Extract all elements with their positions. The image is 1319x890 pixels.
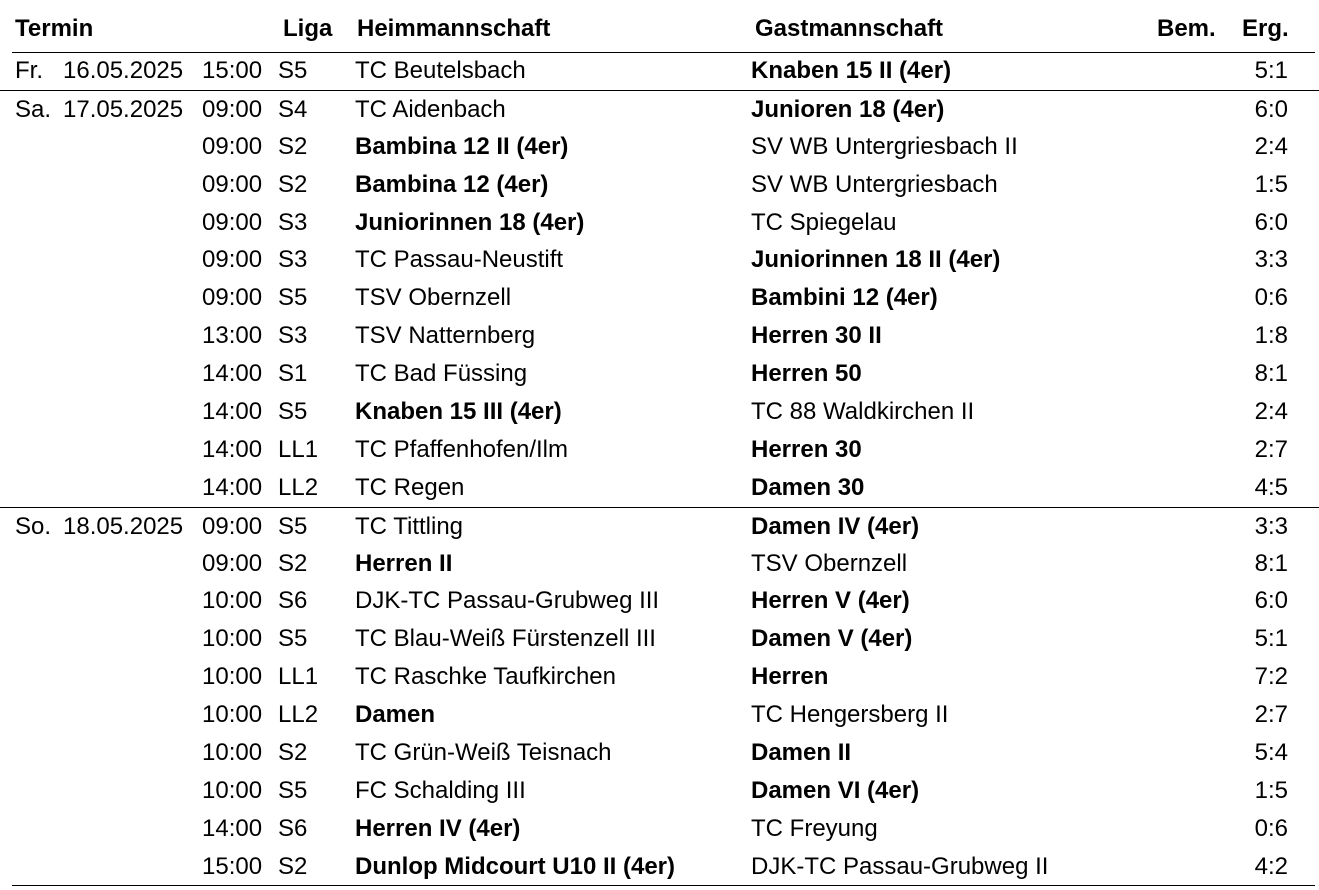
liga-cell: S5 bbox=[278, 776, 308, 804]
time-cell: 13:00 bbox=[202, 322, 263, 350]
result-cell: 5:1 bbox=[1254, 625, 1288, 653]
table-row bbox=[0, 317, 1319, 355]
home-team-cell: TC Bad Füssing bbox=[355, 360, 528, 388]
result-cell: 6:0 bbox=[1254, 587, 1288, 615]
time-cell: 09:00 bbox=[202, 246, 263, 274]
table-row bbox=[0, 658, 1319, 696]
home-team-cell: TC Aidenbach bbox=[355, 95, 506, 123]
result-cell: 6:0 bbox=[1254, 95, 1288, 123]
home-team-cell: Bambina 12 (4er) bbox=[355, 170, 549, 198]
time-cell: 10:00 bbox=[202, 701, 263, 729]
time-cell: 10:00 bbox=[202, 776, 263, 804]
table-row bbox=[0, 507, 1319, 545]
time-cell: 10:00 bbox=[202, 625, 263, 653]
result-cell: 3:3 bbox=[1254, 246, 1288, 274]
result-cell: 1:8 bbox=[1254, 322, 1288, 350]
home-team-cell: TC Pfaffenhofen/Ilm bbox=[355, 435, 568, 463]
liga-cell: S5 bbox=[278, 512, 308, 540]
time-cell: 14:00 bbox=[202, 473, 263, 501]
home-team-cell: TSV Obernzell bbox=[355, 284, 512, 312]
result-cell: 8:1 bbox=[1254, 360, 1288, 388]
guest-team-cell: Bambini 12 (4er) bbox=[751, 284, 938, 312]
date-cell: 16.05.2025 bbox=[63, 57, 184, 84]
result-cell: 1:5 bbox=[1254, 776, 1288, 804]
time-cell: 09:00 bbox=[202, 170, 263, 198]
time-cell: 14:00 bbox=[202, 398, 263, 426]
result-cell: 2:7 bbox=[1254, 701, 1288, 729]
table-header bbox=[0, 0, 1319, 52]
guest-team-cell: Knaben 15 II (4er) bbox=[751, 57, 952, 84]
liga-cell: S3 bbox=[278, 246, 308, 274]
guest-team-cell: SV WB Untergriesbach II bbox=[751, 132, 1018, 160]
time-cell: 10:00 bbox=[202, 663, 263, 691]
liga-cell: S2 bbox=[278, 132, 308, 160]
header-gastmannschaft: Gastmannschaft bbox=[755, 15, 944, 42]
home-team-cell: TC Beutelsbach bbox=[355, 57, 526, 84]
table-row bbox=[0, 772, 1319, 810]
home-team-cell: TC Blau-Weiß Fürstenzell III bbox=[355, 625, 656, 653]
header-ergebnis: Erg. bbox=[1242, 15, 1289, 42]
guest-team-cell: Juniorinnen 18 II (4er) bbox=[751, 246, 1001, 274]
liga-cell: S2 bbox=[278, 170, 308, 198]
date-weekday: So. bbox=[15, 512, 52, 540]
guest-team-cell: Herren bbox=[751, 663, 829, 691]
result-cell: 2:4 bbox=[1254, 132, 1288, 160]
guest-team-cell: Herren 30 II bbox=[751, 322, 882, 350]
guest-team-cell: Herren 30 bbox=[751, 435, 862, 463]
home-team-cell: Bambina 12 II (4er) bbox=[355, 132, 569, 160]
guest-team-cell: Damen IV (4er) bbox=[751, 512, 920, 540]
result-cell: 1:5 bbox=[1254, 170, 1288, 198]
home-team-cell: TC Tittling bbox=[355, 512, 464, 540]
home-team-cell: Dunlop Midcourt U10 II (4er) bbox=[355, 852, 676, 880]
time-cell: 14:00 bbox=[202, 435, 263, 463]
table-row bbox=[0, 620, 1319, 658]
table-row bbox=[0, 393, 1319, 431]
result-cell: 5:4 bbox=[1254, 739, 1288, 767]
result-cell: 0:6 bbox=[1254, 814, 1288, 842]
liga-cell: LL1 bbox=[278, 435, 319, 463]
liga-cell: S2 bbox=[278, 852, 308, 880]
date-weekday: Sa. bbox=[15, 95, 52, 123]
table-row bbox=[0, 810, 1319, 848]
time-cell: 10:00 bbox=[202, 739, 263, 767]
table-row bbox=[0, 734, 1319, 772]
home-team-cell: FC Schalding III bbox=[355, 776, 526, 804]
result-cell: 3:3 bbox=[1254, 512, 1288, 540]
table-row bbox=[0, 241, 1319, 279]
liga-cell: S5 bbox=[278, 625, 308, 653]
home-team-cell: TC Regen bbox=[355, 473, 465, 501]
liga-cell: S2 bbox=[278, 739, 308, 767]
time-cell: 09:00 bbox=[202, 132, 263, 160]
home-team-cell: DJK-TC Passau-Grubweg III bbox=[355, 587, 660, 615]
home-team-cell: Damen bbox=[355, 701, 436, 729]
header-bemerkung: Bem. bbox=[1157, 15, 1216, 42]
table-row bbox=[0, 355, 1319, 393]
home-team-cell: TSV Natternberg bbox=[355, 322, 536, 350]
table-row bbox=[0, 582, 1319, 620]
time-cell: 14:00 bbox=[202, 360, 263, 388]
liga-cell: LL2 bbox=[278, 473, 319, 501]
guest-team-cell: Herren V (4er) bbox=[751, 587, 910, 615]
guest-team-cell: TC Spiegelau bbox=[751, 208, 897, 236]
result-cell: 7:2 bbox=[1254, 663, 1288, 691]
result-cell: 2:7 bbox=[1254, 435, 1288, 463]
table-row bbox=[0, 166, 1319, 204]
guest-team-cell: Damen VI (4er) bbox=[751, 776, 920, 804]
guest-team-cell: TC Hengersberg II bbox=[751, 701, 949, 729]
table-row bbox=[0, 52, 1319, 90]
home-team-cell: TC Grün-Weiß Teisnach bbox=[355, 739, 612, 767]
result-cell: 4:2 bbox=[1254, 852, 1288, 880]
time-cell: 09:00 bbox=[202, 549, 263, 577]
home-team-cell: Herren II bbox=[355, 549, 453, 577]
time-cell: 09:00 bbox=[202, 512, 263, 540]
result-cell: 2:4 bbox=[1254, 398, 1288, 426]
header-liga: Liga bbox=[283, 15, 333, 42]
time-cell: 09:00 bbox=[202, 208, 263, 236]
guest-team-cell: Damen V (4er) bbox=[751, 625, 913, 653]
home-team-cell: TC Raschke Taufkirchen bbox=[355, 663, 616, 691]
time-cell: 09:00 bbox=[202, 284, 263, 312]
time-cell: 10:00 bbox=[202, 587, 263, 615]
time-cell: 09:00 bbox=[202, 95, 263, 123]
guest-team-cell: Damen II bbox=[751, 739, 852, 767]
table-row bbox=[0, 431, 1319, 469]
home-team-cell: Herren IV (4er) bbox=[355, 814, 521, 842]
time-cell: 15:00 bbox=[202, 852, 263, 880]
date-cell: 18.05.2025 bbox=[63, 512, 184, 540]
liga-cell: S3 bbox=[278, 322, 308, 350]
table-row bbox=[0, 469, 1319, 507]
result-cell: 5:1 bbox=[1254, 57, 1288, 84]
home-team-cell: Juniorinnen 18 (4er) bbox=[355, 208, 585, 236]
guest-team-cell: TC 88 Waldkirchen II bbox=[751, 398, 975, 426]
date-cell: 17.05.2025 bbox=[63, 95, 184, 123]
time-cell: 14:00 bbox=[202, 814, 263, 842]
liga-cell: S6 bbox=[278, 814, 308, 842]
result-cell: 6:0 bbox=[1254, 208, 1288, 236]
table-row bbox=[0, 279, 1319, 317]
guest-team-cell: TSV Obernzell bbox=[751, 549, 908, 577]
table-row bbox=[0, 545, 1319, 583]
liga-cell: S1 bbox=[278, 360, 308, 388]
liga-cell: S5 bbox=[278, 284, 308, 312]
table-row bbox=[0, 90, 1319, 128]
guest-team-cell: Herren 50 bbox=[751, 360, 862, 388]
liga-cell: S3 bbox=[278, 208, 308, 236]
result-cell: 8:1 bbox=[1254, 549, 1288, 577]
header-heimmannschaft: Heimmannschaft bbox=[357, 15, 551, 42]
guest-team-cell: TC Freyung bbox=[751, 814, 878, 842]
liga-cell: S4 bbox=[278, 95, 308, 123]
liga-cell: LL2 bbox=[278, 701, 319, 729]
liga-cell: LL1 bbox=[278, 663, 319, 691]
liga-cell: S5 bbox=[278, 57, 308, 84]
liga-cell: S6 bbox=[278, 587, 308, 615]
time-cell: 15:00 bbox=[202, 57, 263, 84]
table-row bbox=[0, 128, 1319, 166]
match-table-body bbox=[0, 52, 1319, 886]
result-cell: 4:5 bbox=[1254, 473, 1288, 501]
home-team-cell: Knaben 15 III (4er) bbox=[355, 398, 562, 426]
guest-team-cell: Damen 30 bbox=[751, 473, 865, 501]
header-termin: Termin bbox=[15, 15, 94, 42]
table-row bbox=[0, 696, 1319, 734]
table-bottom-divider bbox=[12, 885, 1315, 886]
guest-team-cell: Junioren 18 (4er) bbox=[751, 95, 945, 123]
liga-cell: S5 bbox=[278, 398, 308, 426]
table-row bbox=[0, 848, 1319, 886]
result-cell: 0:6 bbox=[1254, 284, 1288, 312]
guest-team-cell: SV WB Untergriesbach bbox=[751, 170, 998, 198]
home-team-cell: TC Passau-Neustift bbox=[355, 246, 564, 274]
table-row bbox=[0, 204, 1319, 242]
guest-team-cell: DJK-TC Passau-Grubweg II bbox=[751, 852, 1049, 880]
date-weekday: Fr. bbox=[15, 57, 43, 84]
liga-cell: S2 bbox=[278, 549, 308, 577]
